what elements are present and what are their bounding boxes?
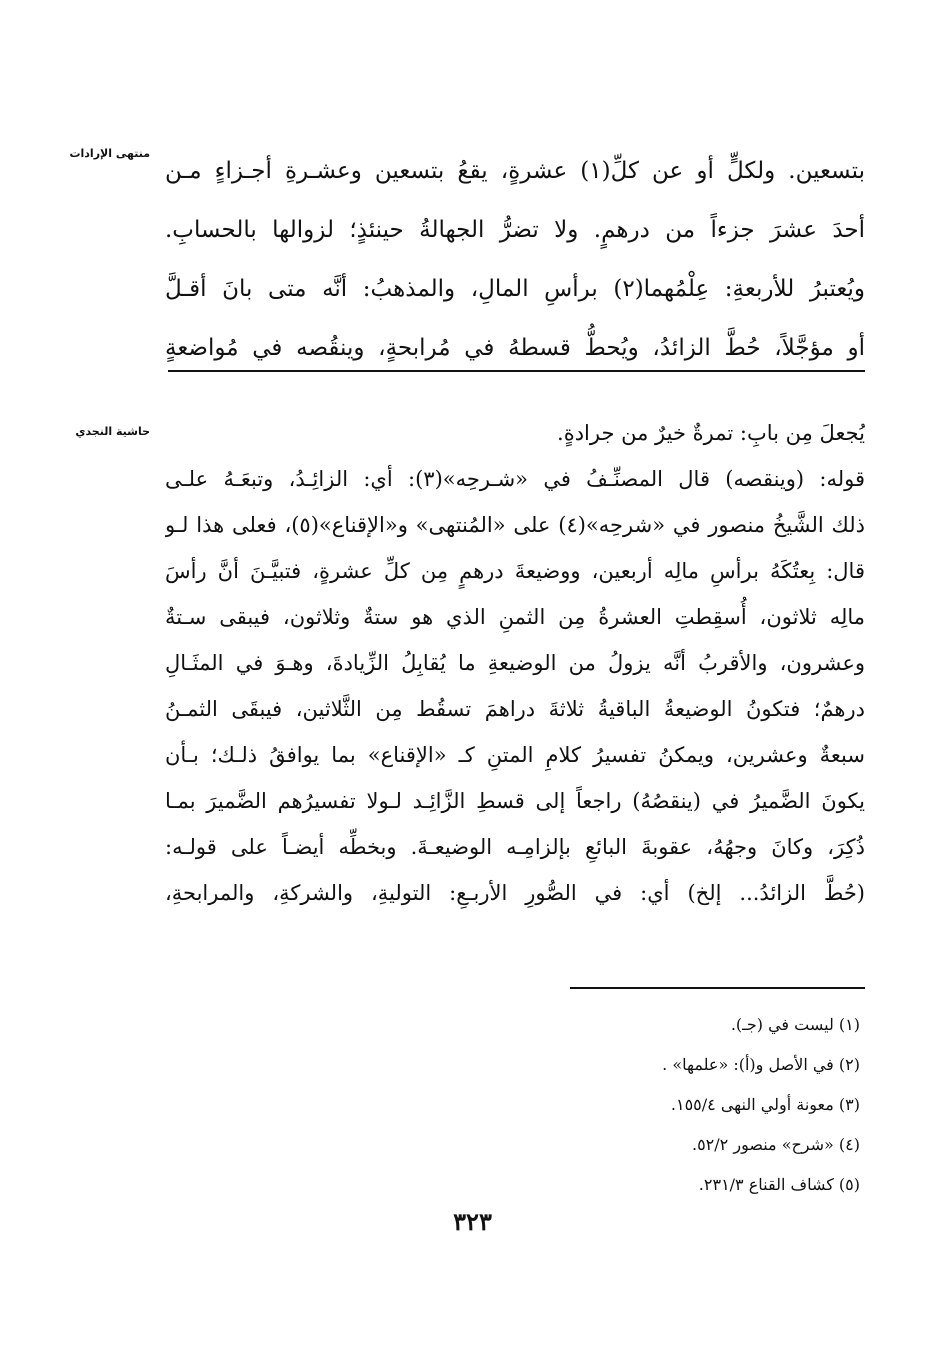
footnote-2: (٢) في الأصل و(أ): «علمها» .	[662, 1055, 860, 1074]
commentary-line: سبعةٌ وعشرين، ويمكنُ تفسيرُ كلامِ المتنِ كـ «الإقناع» بما يوافقُ ذلـك؛ بـأن	[165, 743, 865, 767]
main-text-line: أو مؤجَّلاً، حُطَّ الزائدُ، ويُحطُّ قسطهُ في مُرابحةٍ، وينقُصه في مُواضعةٍ	[165, 335, 865, 361]
commentary-block	[165, 410, 865, 916]
footnote-5: (٥) كشاف القناع ٢٣١/٣.	[698, 1175, 860, 1194]
commentary-line: مالِه ثلاثون، أُسقِطتِ العشرةُ مِن الثمنِ الذي هو ستةٌ وثلاثون، فيبقى سـتةٌ	[165, 605, 865, 629]
commentary-line: يُجعلَ مِن بابِ: تمرةٌ خيرٌ من جرادةٍ.	[557, 421, 865, 445]
commentary-line: قوله: (وينقصه) قال المصنِّـفُ في «شـرحِه»(٣): أي: الزائِـدُ، وتبعَـهُ علـى	[165, 467, 865, 491]
footnote-4: (٤) «شرح» منصور ٥٢/٢.	[691, 1135, 860, 1154]
margin-label-muntaha: منتهى الإرادات	[69, 147, 150, 160]
main-text-line: بتسعين. ولكلٍّ أو عن كلِّ(١) عشرةٍ، يقعُ بتسعين وعشـرةِ أجـزاءٍ مـن	[165, 158, 865, 184]
page-number: ٣٢٣	[453, 1207, 492, 1236]
footnotes-block	[560, 1005, 860, 1205]
commentary-line: درهمٌ؛ فتكونُ الوضيعةُ الباقيةُ ثلاثةَ دراهمَ تسقُط مِن الثَّلاثين، فيبقَى الثمـنُ	[165, 697, 865, 721]
commentary-line: وعشرون، والأقربُ أنَّه يزولُ من الوضيعةِ ما يُقابِلُ الزِّيادةَ، وهـوَ في المثَـالِ	[165, 651, 865, 675]
commentary-line: قال: بِعتُكَهُ برأسِ مالِه أربعين، ووضيعةَ درهمٍ مِن كلِّ عشرةٍ، فتبيَّـنَ أنَّ رأسَ	[165, 559, 865, 583]
commentary-line: ذلك الشَّيخُ منصور في «شرحِه»(٤) على «المُنتهى» و«الإقناع»(٥)، فعلى هذا لـو	[165, 513, 865, 537]
commentary-line: ذُكِرَ، وكانَ وجهُهُ، عقوبةَ البائعِ بإلزامِـه الوضيعـةَ. وبخطِّه أيضـاً على قولـه:	[165, 835, 865, 859]
footnote-divider	[570, 987, 865, 989]
main-text-line: أحدَ عشرَ جزءاً من درهمٍ. ولا تضرُّ الجهالةُ حينئذٍ؛ لزوالها بالحسابِ.	[165, 217, 865, 243]
margin-label-hashiya: حاشية النجدي	[75, 425, 150, 438]
footnote-1: (١) ليست في (جـ).	[730, 1015, 860, 1034]
main-text-line: ويُعتبرُ للأربعةِ: عِلْمُهما(٢) برأسِ المالِ، والمذهبُ: أنَّه متى بانَ أقـلَّ	[165, 276, 865, 302]
commentary-line: يكونَ الضَّميرُ في (ينقصُهُ) راجعاً إلى قسطِ الزَّائِـد لـولا تفسيرُهم الضَّميرَ بمـا	[165, 789, 865, 813]
main-text-divider	[168, 370, 865, 372]
footnote-3: (٣) معونة أولي النهى ١٥٥/٤.	[670, 1095, 860, 1114]
commentary-line: (حُطَّ الزائدُ... إلخ) أي: في الصُّورِ الأربـعِ: التوليةِ، والشركةِ، والمرابحةِ،	[165, 881, 865, 905]
main-text-block	[165, 142, 865, 378]
